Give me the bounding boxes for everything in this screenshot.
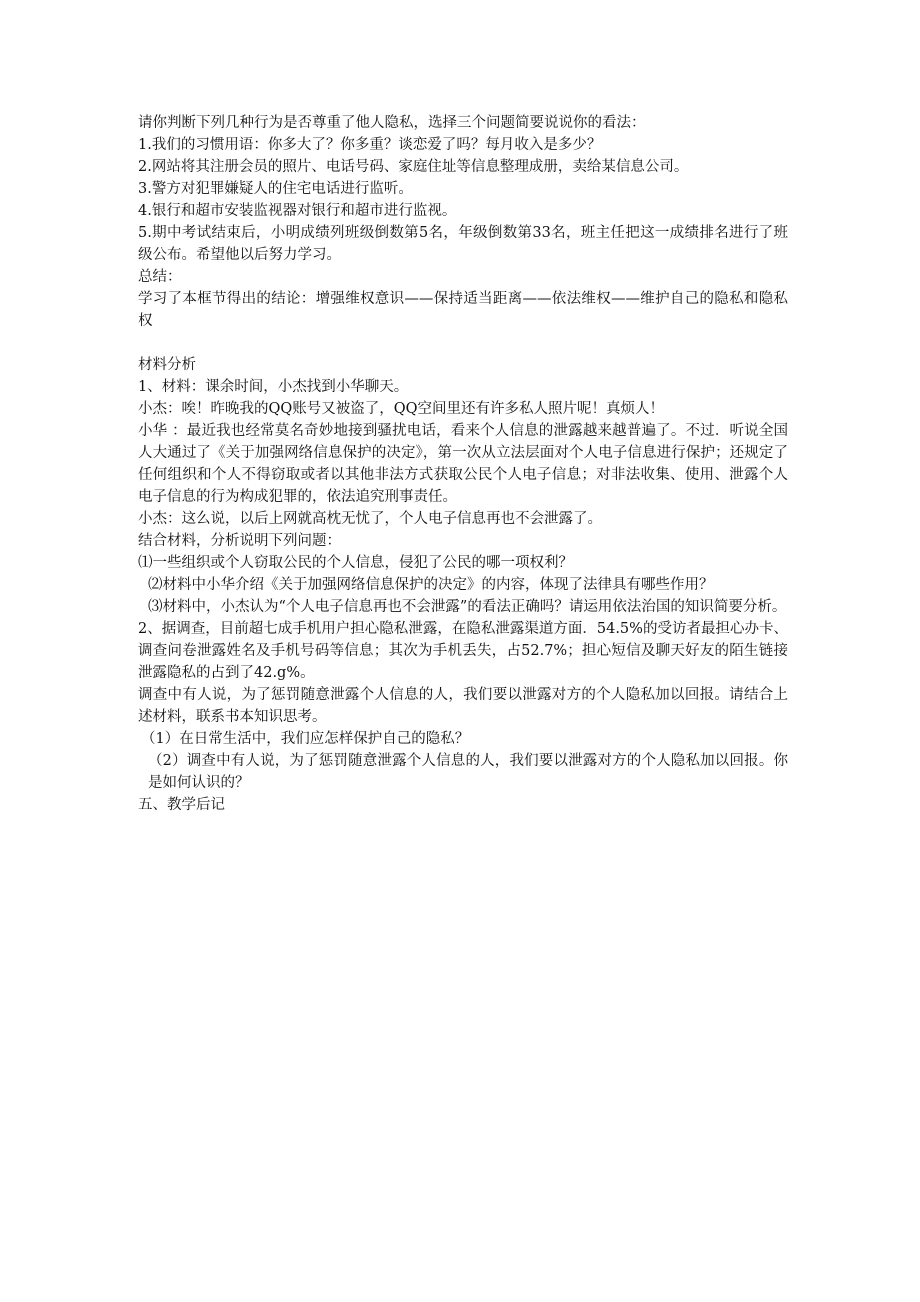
question-1: ⑴一些组织或个人窃取公民的个人信息，侵犯了公民的哪一项权利？ — [138, 555, 573, 571]
dialogue-xiaohua: 小华 ：最近我也经常莫名奇妙地接到骚扰电话，看来个人信息的泄露越来越普遍了。不过．听说全国人大通过了《关于加强网络信息保护的决定》，第一次从立法层面对个人电子信息进行保护；还规定了任何组织和个人不得窃取或者以其他非法方式获取公民个人电子信息；对非法收集、使用、泄露个人电子信息的行为构成犯罪的，依法追究刑事责任。 — [138, 423, 788, 505]
behavior-item-2: 2.网站将其注册会员的照片、电话号码、家庭住址等信息整理成册，卖给某信息公司。 — [138, 159, 689, 175]
question-3: ⑶材料中，小杰认为“个人电子信息再也不会泄露”的看法正确吗？请运用依法治国的知识简要分析。 — [148, 599, 787, 615]
survey-question-2: （2）调查中有人说，为了惩罚随意泄露个人信息的人，我们要以泄露对方的个人隐私加以回报。你是如何认识的？ — [148, 753, 788, 791]
document-body — [138, 112, 788, 816]
material-1-intro: 1、材料：课余时间，小杰找到小华聊天。 — [138, 379, 409, 395]
survey-question-1: （1）在日常生活中，我们应怎样保护自己的隐私？ — [141, 731, 470, 747]
blank-line — [138, 332, 788, 354]
survey-opinion: 调查中有人说，为了惩罚随意泄露个人信息的人，我们要以泄露对方的个人隐私加以回报。请结合上述材料，联系书本知识思考。 — [138, 687, 788, 725]
question-prompt: 结合材料，分析说明下列问题： — [138, 533, 341, 549]
dialogue-xiaojie-2: 小杰：这么说，以后上网就高枕无忧了，个人电子信息再也不会泄露了。 — [138, 511, 602, 527]
dialogue-xiaojie-1: 小杰：唉！昨晚我的QQ账号又被盗了，QQ空间里还有许多私人照片呢！真烦人！ — [138, 401, 665, 417]
summary-text: 学习了本框节得出的结论：增强维权意识——保持适当距离——依法维权——维护自己的隐私和隐私权 — [138, 291, 788, 329]
behavior-item-4: 4.银行和超市安装监视器对银行和超市进行监视。 — [138, 203, 457, 219]
behavior-item-1: 1.我们的习惯用语：你多大了？你多重？谈恋爱了吗？每月收入是多少？ — [138, 137, 602, 153]
material-2-survey: 2、据调查，目前超七成手机用户担心隐私泄露，在隐私泄露渠道方面．54.5%的受访者最担心办卡、调查问卷泄露姓名及手机号码等信息；其次为手机丢失，占52.7%；担心短信及聊天好友的陌生链接泄露隐私的占到了42.g%。 — [138, 621, 788, 681]
behavior-item-5: 5.期中考试结束后，小明成绩列班级倒数第5名，年级倒数第33名，班主任把这一成绩排名进行了班级公布。希望他以后努力学习。 — [138, 225, 788, 263]
summary-heading: 总结： — [138, 269, 182, 285]
material-analysis-heading: 材料分析 — [138, 357, 196, 373]
question-2: ⑵材料中小华介绍《关于加强网络信息保护的决定》的内容，体现了法律具有哪些作用？ — [148, 577, 714, 593]
intro-question: 请你判断下列几种行为是否尊重了他人隐私，选择三个问题简要说说你的看法： — [138, 115, 646, 131]
section-five-heading: 五、教学后记 — [138, 797, 225, 813]
behavior-item-3: 3.警方对犯罪嫌疑人的住宅电话进行监听。 — [138, 181, 413, 197]
